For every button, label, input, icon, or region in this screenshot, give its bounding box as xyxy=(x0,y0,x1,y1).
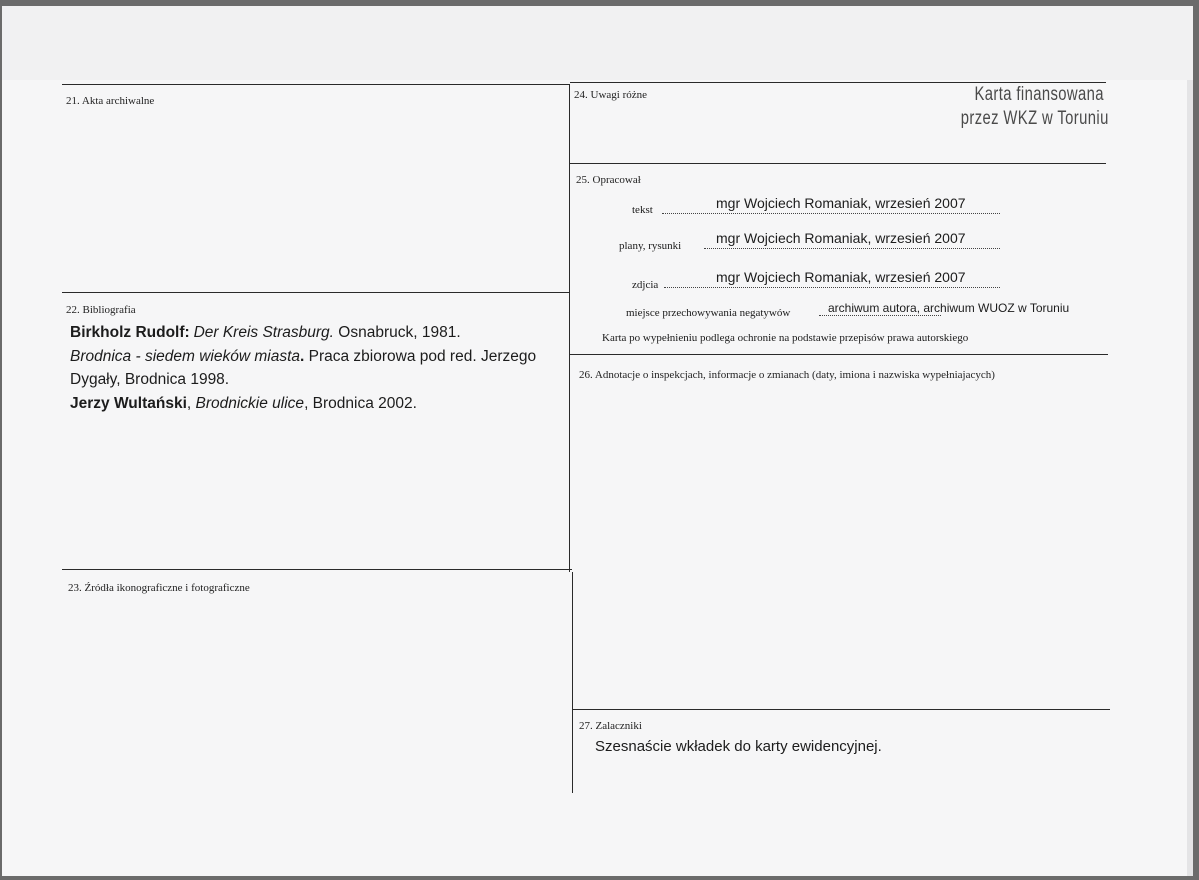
rule-center-vertical-lower xyxy=(572,572,573,793)
section-23-label: 23. Źródła ikonograficzne i fotograficzne xyxy=(68,582,250,594)
tekst-dotted-line xyxy=(662,213,1000,214)
negatywy-value: archiwum autora, archiwum WUOZ w Toruniu xyxy=(828,301,1070,315)
record-card-page xyxy=(2,80,1187,876)
bibliography-details: Osnabruck, 1981. xyxy=(333,324,461,341)
rule-top-right xyxy=(570,82,1106,83)
bibliography-title: Der Kreis Strasburg. xyxy=(193,324,334,341)
copyright-note: Karta po wypełnieniu podlega ochronie na podstawie przepisów prawa autorskiego xyxy=(602,332,969,344)
zdjecia-label: zdjcia xyxy=(632,279,659,291)
rule-26-27 xyxy=(572,709,1110,710)
section-22-label: 22. Bibliografia xyxy=(66,304,136,316)
section-24-label: 24. Uwagi różne xyxy=(574,89,648,101)
rule-21-22 xyxy=(62,292,570,293)
bibliography-list xyxy=(70,321,560,415)
rule-top-left xyxy=(62,84,570,85)
funding-stamp-line-1: Karta finansowana xyxy=(974,84,1104,105)
bibliography-title: Brodnickie ulice xyxy=(195,394,305,412)
plany-rysunki-dotted-line xyxy=(704,248,1000,249)
bibliography-details: Dygały, Brodnica 1998. xyxy=(70,371,230,388)
section-21-label: 21. Akta archiwalne xyxy=(66,95,155,107)
attachments-text: Szesnaście wkładek do karty ewidencyjnej. xyxy=(595,738,882,755)
rule-25-26 xyxy=(570,354,1108,355)
bibliography-title-period: . xyxy=(300,347,305,365)
rule-24-25 xyxy=(570,163,1106,164)
bibliography-entry xyxy=(70,392,560,416)
page-edge-strip xyxy=(1187,80,1193,876)
bibliography-title: Brodnica - siedem wieków miasta xyxy=(70,347,301,365)
tekst-value: mgr Wojciech Romaniak, wrzesień 2007 xyxy=(716,195,966,211)
section-25-label: 25. Opracował xyxy=(576,174,641,186)
zdjecia-value: mgr Wojciech Romaniak, wrzesień 2007 xyxy=(716,269,966,285)
top-fold-band xyxy=(2,6,1193,81)
negatywy-dotted-line xyxy=(819,315,941,316)
bibliography-author: Birkholz Rudolf: xyxy=(70,324,190,341)
bibliography-author: Jerzy Wultański xyxy=(70,394,187,412)
rule-22-23 xyxy=(62,569,572,570)
tekst-label: tekst xyxy=(632,204,653,216)
rule-center-vertical xyxy=(569,84,570,572)
bibliography-details: , Brodnica 2002. xyxy=(304,394,417,412)
bibliography-entry xyxy=(70,321,560,345)
funding-stamp-line-2: przez WKZ w Toruniu xyxy=(961,108,1109,129)
plany-rysunki-value: mgr Wojciech Romaniak, wrzesień 2007 xyxy=(716,230,966,246)
section-26-label: 26. Adnotacje o inspekcjach, informacje o zmianach (daty, imiona i nazwiska wypełniajacych) xyxy=(579,369,995,381)
zdjecia-dotted-line xyxy=(664,287,1000,288)
bibliography-entry xyxy=(70,345,560,369)
bibliography-separator: , xyxy=(186,394,196,412)
section-27-label: 27. Zalaczniki xyxy=(579,720,642,732)
plany-rysunki-label: plany, rysunki xyxy=(619,240,682,252)
negatywy-label: miejsce przechowywania negatywów xyxy=(626,307,791,319)
bibliography-details: Praca zbiorowa pod red. Jerzego xyxy=(304,347,537,365)
bibliography-entry-continued xyxy=(70,368,560,392)
